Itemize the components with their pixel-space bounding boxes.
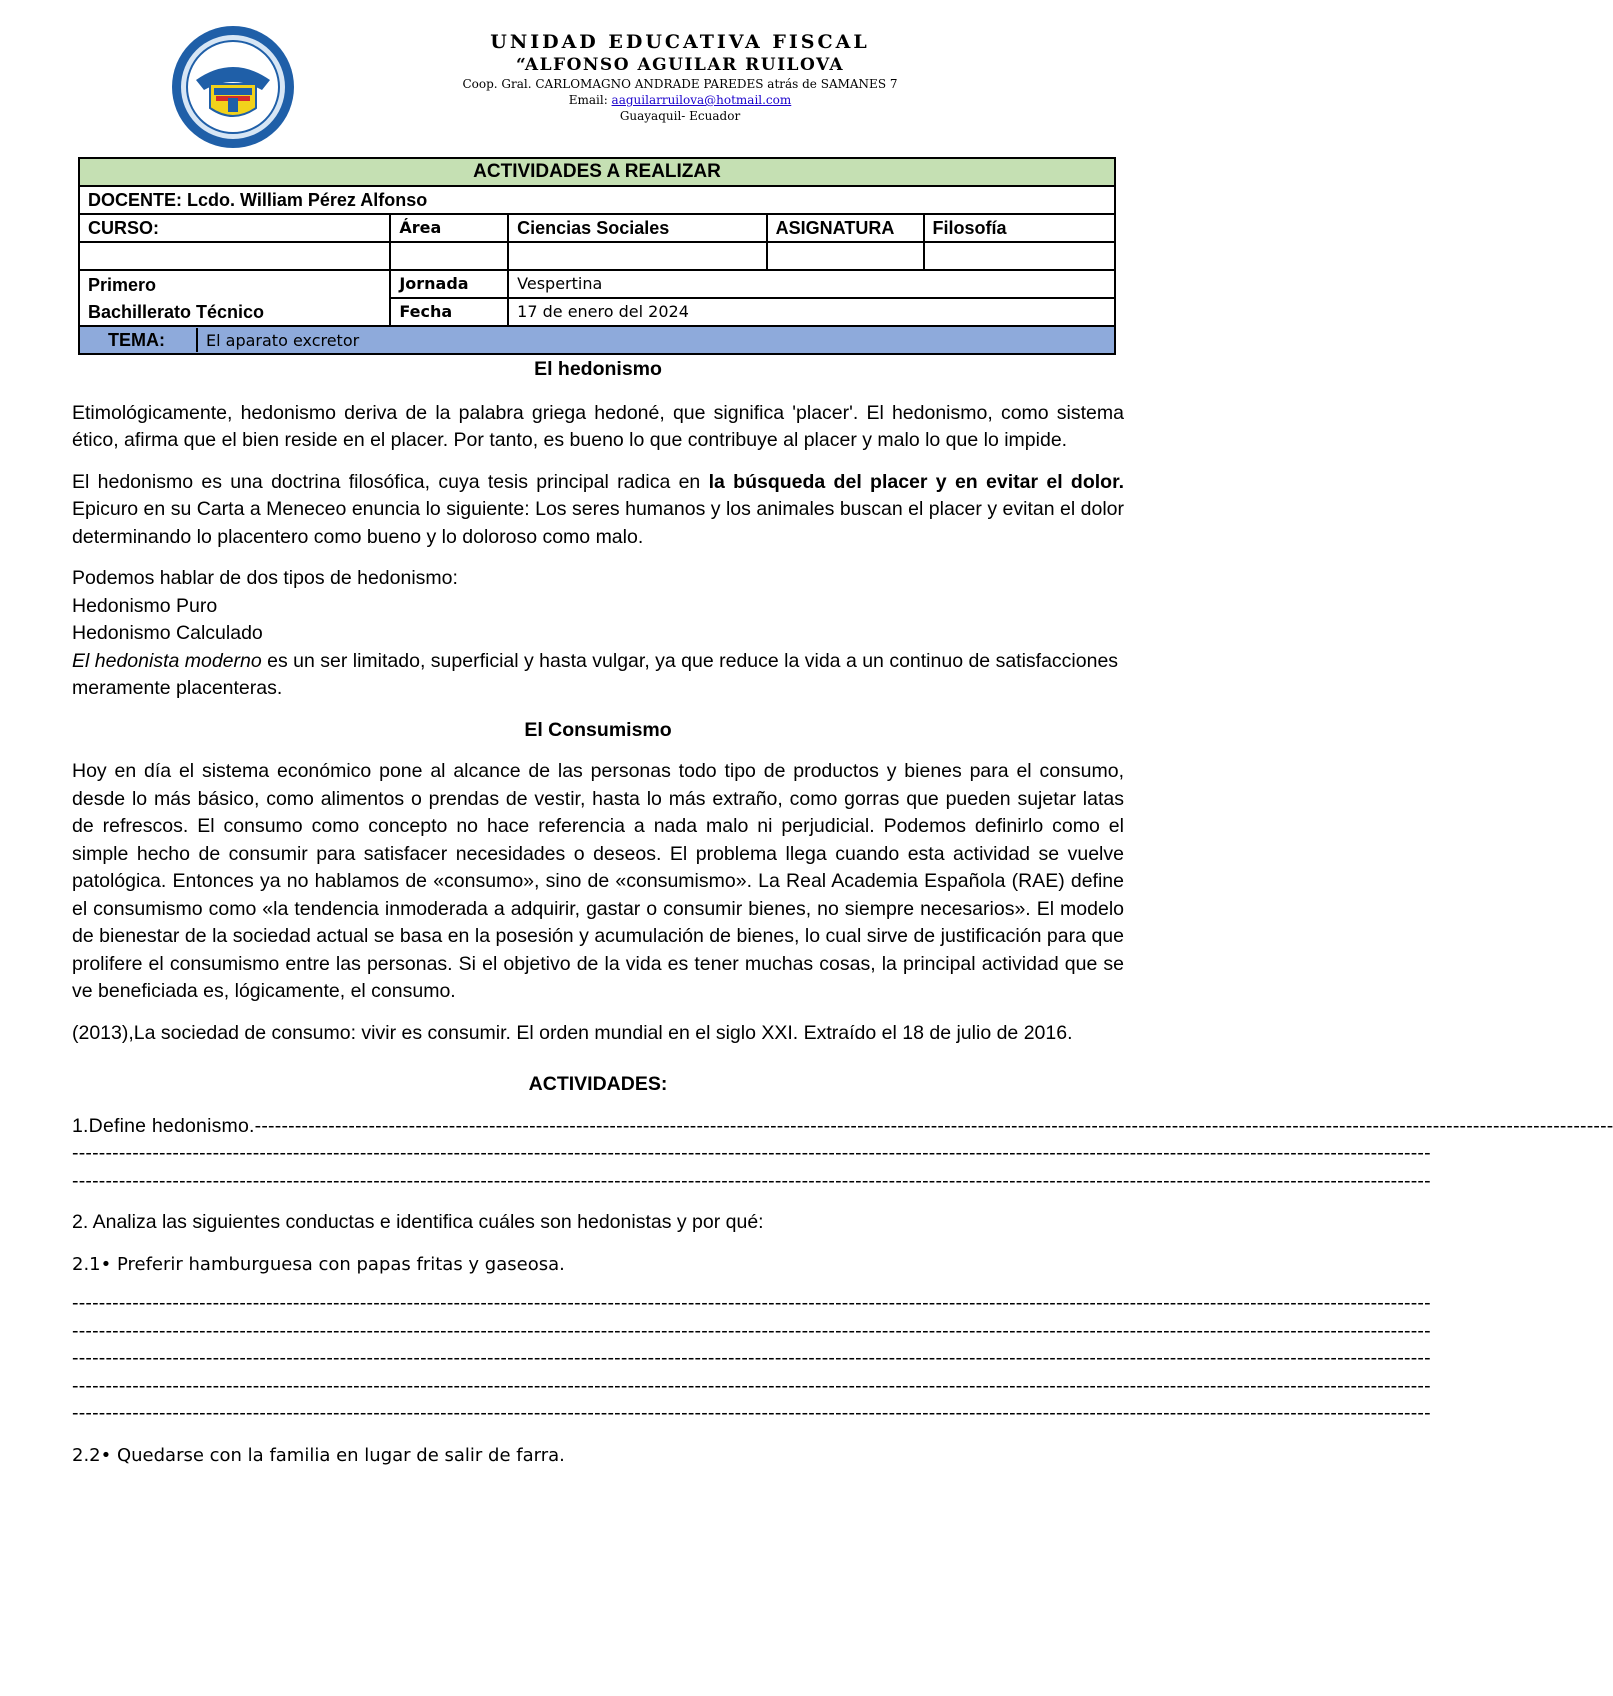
curso-label: CURSO: xyxy=(79,214,390,242)
tema-cell xyxy=(79,326,1115,354)
curso-line1: Primero xyxy=(79,270,390,298)
tema-value: El aparato excretor xyxy=(206,330,360,350)
email-label: Email: xyxy=(568,93,612,107)
docente-cell: DOCENTE: Lcdo. William Pérez Alfonso xyxy=(79,186,1115,214)
blank-row xyxy=(79,242,1115,270)
section-title-actividades: ACTIVIDADES: xyxy=(528,1073,668,1095)
blank-cell xyxy=(767,242,924,270)
info-table xyxy=(78,157,1116,355)
answer-line[interactable]: ----------------------------------------------------------------------------------------------------------------------------------------------------------------------------------------------------------- xyxy=(72,1169,1431,1192)
asignatura-label: ASIGNATURA xyxy=(767,214,924,242)
school-email-line xyxy=(400,92,960,108)
paragraph-doctrina-b: Epicuro en su Carta a Meneceo enuncia lo siguiente: Los seres humanos y los animales buscan el placer y evitan el dolor determinando lo placentero como bueno y lo doloroso como malo. xyxy=(72,498,1124,548)
area-label: Área xyxy=(390,214,508,242)
section-title-hedonismo: El hedonismo xyxy=(534,358,662,380)
school-name-line2: “ALFONSO AGUILAR RUILOVA xyxy=(515,55,845,75)
section-title-consumismo: El Consumismo xyxy=(524,718,672,741)
hedonista-moderno-rest: es un ser limitado, superficial y hasta vulgar, ya que reduce la vida a un continuo de satisfacciones meramente placenteras. xyxy=(72,649,1119,699)
question-2: 2. Analiza las siguientes conductas e identifica cuáles son hedonistas y por qué: xyxy=(72,1211,764,1233)
tema-label: TEMA: xyxy=(80,328,198,352)
paragraph-citation: (2013),La sociedad de consumo: vivir es consumir. El orden mundial en el siglo XXI. Extraído el 18 de julio de 2016. xyxy=(72,1021,1073,1044)
paragraph-doctrina-bold: la búsqueda del placer y en evitar el dolor. xyxy=(708,470,1124,493)
school-name-line1: UNIDAD EDUCATIVA FISCAL xyxy=(490,31,870,53)
tema-row xyxy=(79,326,1115,354)
answer-line[interactable]: ----------------------------------------------------------------------------------------------------------------------------------------------------------------------------------------------------------- xyxy=(72,1142,1431,1164)
answer-line[interactable]: ----------------------------------------------------------------------------------------------------------------------------------------------------------------------------------------------------------- xyxy=(72,1374,1431,1397)
school-city: Guayaquil- Ecuador xyxy=(619,109,741,123)
types-intro: Podemos hablar de dos tipos de hedonismo: xyxy=(72,567,458,589)
curso-row xyxy=(79,214,1115,242)
blank-cell xyxy=(390,242,508,270)
jornada-row xyxy=(79,270,1115,298)
answer-line[interactable]: ----------------------------------------------------------------------------------------------------------------------------------------------------------------------------------------------------------- xyxy=(254,1114,1613,1137)
fecha-row xyxy=(79,298,1115,326)
fecha-label: Fecha xyxy=(390,298,508,326)
school-header xyxy=(400,30,960,124)
answer-line[interactable]: ----------------------------------------------------------------------------------------------------------------------------------------------------------------------------------------------------------- xyxy=(72,1347,1431,1369)
question-1 xyxy=(72,1113,1613,1141)
answer-line[interactable]: ----------------------------------------------------------------------------------------------------------------------------------------------------------------------------------------------------------- xyxy=(72,1292,1431,1314)
school-address: Coop. Gral. CARLOMAGNO ANDRADE PAREDES atrás de SAMANES 7 xyxy=(462,77,898,91)
info-title-row xyxy=(79,158,1115,186)
answer-line[interactable]: ----------------------------------------------------------------------------------------------------------------------------------------------------------------------------------------------------------- xyxy=(72,1402,1431,1424)
paragraph-etimologia: Etimológicamente, hedonismo deriva de la palabra griega hedoné, que significa 'placer'. El hedonismo, como sistema ético, afirma que el bien reside en el placer. Por tanto, es bueno lo que contribuye al placer y malo lo que lo impide. xyxy=(72,401,1124,451)
type-calculado: Hedonismo Calculado xyxy=(72,622,263,644)
fecha-value: 17 de enero del 2024 xyxy=(508,298,1115,326)
docente-row xyxy=(79,186,1115,214)
asignatura-value: Filosofía xyxy=(924,214,1115,242)
question-1-text: 1.Define hedonismo. xyxy=(72,1114,255,1137)
question-2-2: 2.2• Quedarse con la familia en lugar de salir de farra. xyxy=(72,1444,565,1466)
hedonista-moderno-italic: El hedonista moderno xyxy=(72,649,262,672)
jornada-label: Jornada xyxy=(390,270,508,298)
answer-line[interactable]: ----------------------------------------------------------------------------------------------------------------------------------------------------------------------------------------------------------- xyxy=(72,1319,1431,1342)
blank-cell xyxy=(508,242,767,270)
paragraph-doctrina-a: El hedonismo es una doctrina filosófica, cuya tesis principal radica en xyxy=(72,470,709,493)
paragraph-consumismo: Hoy en día el sistema económico pone al alcance de las personas todo tipo de productos y bienes para el consumo, desde lo más básico, como alimentos o prendas de vestir, hasta lo más extraño, como gorras que pueden sujetar latas de refrescos. El consumo como concepto no hace referencia a nada malo ni perjudicial. Podemos definirlo como el simple hecho de consumir para satisfacer necesidades o deseos. El problema llega cuando esta actividad se vuelve patológica. Entonces ya no hablamos de «consumo», sino de «consumismo». La Real Academia Española (RAE) define el consumismo como «la tendencia inmoderada a adquirir, gastar o consumir bienes, no siempre necesarios». El modelo de bienestar de la sociedad actual se basa en la posesión y acumulación de bienes, lo cual sirve de justificación para que prolifere el consumismo entre las personas. Si el objetivo de la vida es tener muchas cosas, la principal actividad que se ve beneficiada es, lógicamente, el consumo. xyxy=(72,760,1124,1002)
type-puro: Hedonismo Puro xyxy=(72,594,218,617)
email-link[interactable]: aaguilarruilova@hotmail.com xyxy=(611,93,792,107)
info-title: ACTIVIDADES A REALIZAR xyxy=(79,158,1115,186)
document-body xyxy=(72,356,1613,1469)
paragraph-doctrina xyxy=(72,469,1124,552)
school-logo-icon xyxy=(170,24,296,150)
paragraph-tipos xyxy=(72,565,1124,703)
area-value: Ciencias Sociales xyxy=(508,214,767,242)
question-2-1: 2.1• Preferir hamburguesa con papas fritas y gaseosa. xyxy=(72,1253,565,1275)
curso-line2: Bachillerato Técnico xyxy=(79,298,390,326)
blank-cell xyxy=(79,242,390,270)
jornada-value: Vespertina xyxy=(508,270,1115,298)
blank-cell xyxy=(924,242,1115,270)
